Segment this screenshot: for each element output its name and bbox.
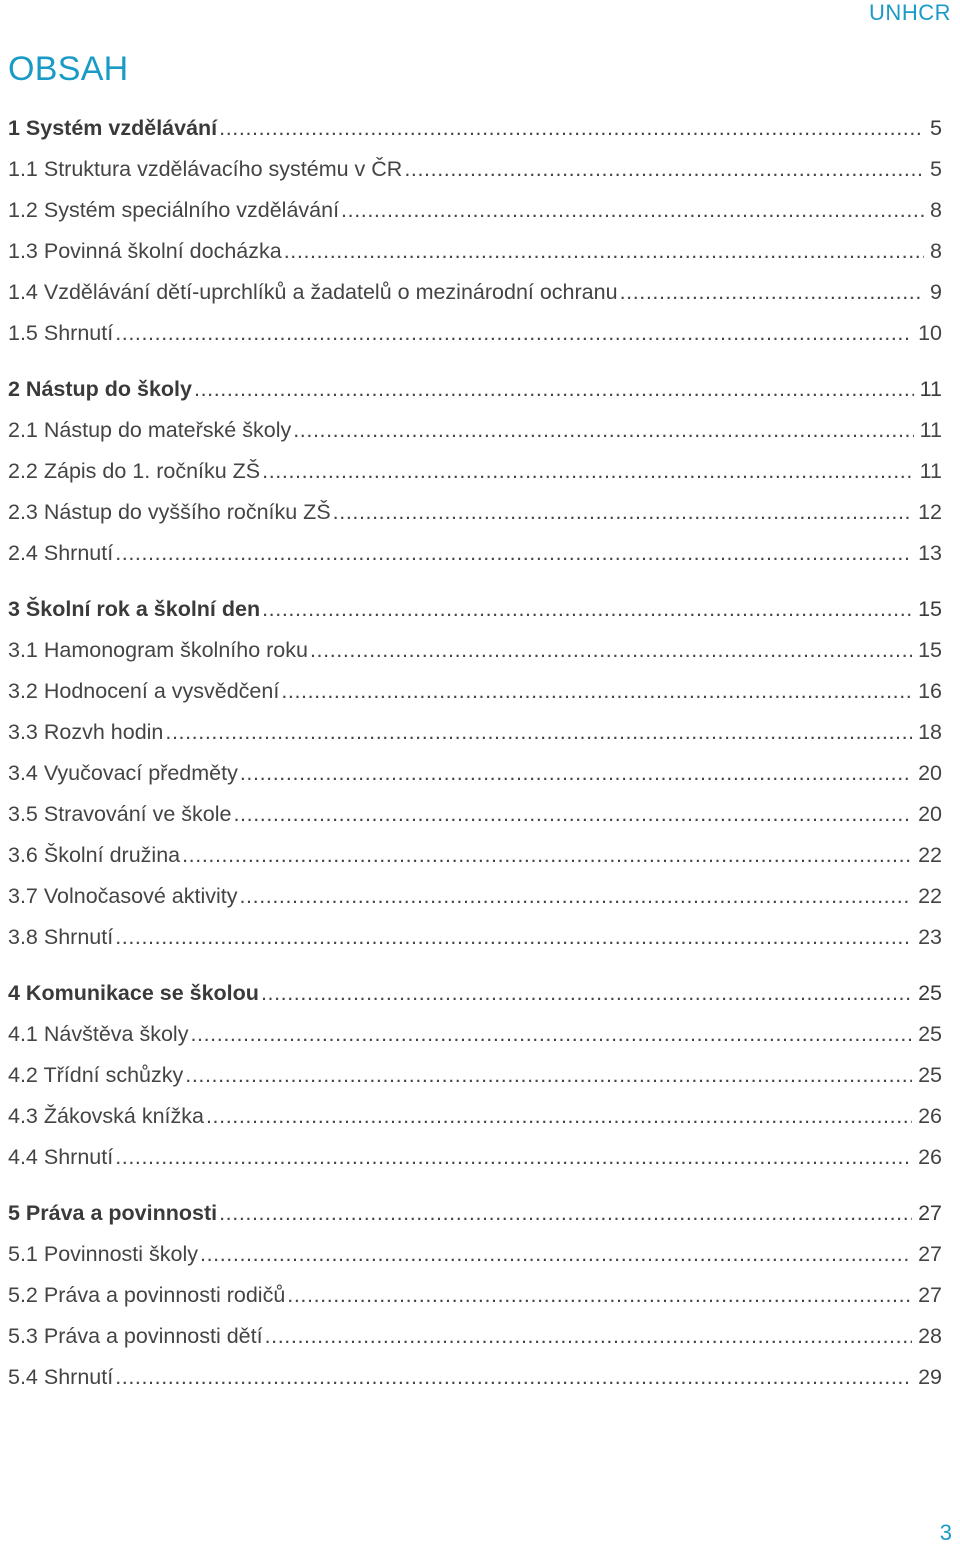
toc-title: OBSAH (8, 50, 129, 88)
toc-section-entry[interactable] (8, 451, 942, 492)
toc-section-entry[interactable] (8, 1357, 942, 1398)
toc-section-entry[interactable] (8, 671, 942, 712)
toc-dot-leader (339, 190, 924, 231)
toc-section-entry[interactable] (8, 410, 942, 451)
toc-dot-leader (282, 231, 924, 272)
toc-entry-page: 26 (918, 1104, 942, 1128)
toc-entry-page: 16 (918, 679, 942, 703)
toc-entry-title: 3 Školní rok a školní den (8, 597, 261, 621)
toc-dot-leader (279, 671, 912, 712)
toc-entry-title: 3.6 Školní družina (8, 843, 181, 867)
toc-entry-page: 15 (918, 597, 942, 621)
toc-entry-page: 22 (918, 843, 942, 867)
toc-dot-leader (263, 1316, 913, 1357)
toc-dot-leader (217, 1193, 912, 1234)
toc-entry-page: 15 (918, 638, 942, 662)
toc-dot-leader (238, 753, 912, 794)
toc-entry-title: 5.2 Práva a povinnosti rodičů (8, 1283, 286, 1307)
toc-dot-leader (237, 876, 912, 917)
toc-dot-leader (113, 917, 912, 958)
toc-section-entry[interactable] (8, 835, 942, 876)
toc-entry-page: 20 (918, 761, 942, 785)
toc-dot-leader (259, 973, 912, 1014)
toc-chapter-entry[interactable] (8, 973, 942, 1014)
toc-dot-leader (188, 1014, 912, 1055)
toc-entry-title: 4.4 Shrnutí (8, 1145, 114, 1169)
toc-entry-title: 1 Systém vzdělávání (8, 116, 218, 140)
toc-entry-title: 1.4 Vzdělávání dětí-uprchlíků a žadatelů o mezinárodní ochranu (8, 280, 618, 304)
toc-entry-title: 5 Práva a povinnosti (8, 1201, 218, 1225)
toc-section-entry[interactable] (8, 1014, 942, 1055)
toc-dot-leader (217, 108, 924, 149)
toc-entry-title: 3.7 Volnočasové aktivity (8, 884, 238, 908)
toc-section-entry[interactable] (8, 1055, 942, 1096)
toc-section-entry[interactable] (8, 712, 942, 753)
toc-entry-title: 3.5 Stravování ve škole (8, 802, 232, 826)
toc-entry-page: 26 (918, 1145, 942, 1169)
toc-entry-page: 23 (918, 925, 942, 949)
toc-chapter-entry[interactable] (8, 589, 942, 630)
toc-entry-title: 5.3 Práva a povinnosti dětí (8, 1324, 263, 1348)
toc-dot-leader (331, 492, 912, 533)
toc-entry-title: 3.2 Hodnocení a vysvědčení (8, 679, 280, 703)
toc-section-entry[interactable] (8, 313, 942, 354)
toc-dot-leader (113, 533, 912, 574)
toc-dot-leader (180, 835, 912, 876)
toc-entry-page: 29 (918, 1365, 942, 1389)
toc-dot-leader (204, 1096, 912, 1137)
toc-entry-title: 1.5 Shrnutí (8, 321, 114, 345)
toc-dot-leader (308, 630, 912, 671)
table-of-contents (8, 108, 942, 1398)
toc-entry-page: 25 (918, 981, 942, 1005)
toc-entry-page: 28 (918, 1324, 942, 1348)
toc-entry-title: 3.1 Hamonogram školního roku (8, 638, 308, 662)
toc-section-entry[interactable] (8, 917, 942, 958)
toc-dot-leader (113, 1357, 912, 1398)
toc-section-entry[interactable] (8, 1316, 942, 1357)
toc-entry-title: 2.3 Nástup do vyššího ročníku ZŠ (8, 500, 331, 524)
toc-chapter-entry[interactable] (8, 369, 942, 410)
toc-dot-leader (163, 712, 912, 753)
toc-section-entry[interactable] (8, 1234, 942, 1275)
toc-section-entry[interactable] (8, 1275, 942, 1316)
toc-entry-page: 9 (930, 280, 942, 304)
toc-entry-title: 4.1 Návštěva školy (8, 1022, 189, 1046)
toc-entry-page: 11 (919, 377, 942, 401)
toc-chapter-entry[interactable] (8, 108, 942, 149)
toc-entry-title: 3.8 Shrnutí (8, 925, 114, 949)
toc-dot-leader (231, 794, 912, 835)
toc-section-entry[interactable] (8, 149, 942, 190)
toc-section-entry[interactable] (8, 1096, 942, 1137)
toc-entry-page: 5 (930, 116, 942, 140)
toc-section-entry[interactable] (8, 533, 942, 574)
header-organization: UNHCR (869, 0, 951, 25)
toc-entry-title: 4.2 Třídní schůzky (8, 1063, 184, 1087)
toc-dot-leader (113, 1137, 912, 1178)
toc-dot-leader (183, 1055, 912, 1096)
toc-section-entry[interactable] (8, 231, 942, 272)
toc-entry-title: 3.4 Vyučovací předměty (8, 761, 238, 785)
toc-dot-leader (260, 589, 912, 630)
toc-dot-leader (291, 410, 913, 451)
toc-dot-leader (618, 272, 924, 313)
toc-dot-leader (192, 369, 914, 410)
toc-entry-title: 4 Komunikace se školou (8, 981, 259, 1005)
toc-entry-title: 2 Nástup do školy (8, 377, 192, 401)
toc-dot-leader (402, 149, 924, 190)
toc-entry-page: 8 (930, 198, 942, 222)
toc-section-entry[interactable] (8, 1137, 942, 1178)
toc-entry-page: 27 (918, 1242, 942, 1266)
toc-entry-title: 4.3 Žákovská knížka (8, 1104, 204, 1128)
toc-entry-title: 2.1 Nástup do mateřské školy (8, 418, 292, 442)
toc-entry-page: 27 (918, 1201, 942, 1225)
toc-entry-page: 11 (919, 418, 942, 442)
toc-entry-page: 25 (918, 1063, 942, 1087)
toc-entry-page: 13 (918, 541, 942, 565)
toc-section-entry[interactable] (8, 876, 942, 917)
toc-entry-page: 22 (918, 884, 942, 908)
toc-entry-page: 5 (930, 157, 942, 181)
toc-entry-page: 25 (918, 1022, 942, 1046)
toc-section-entry[interactable] (8, 630, 942, 671)
toc-section-entry[interactable] (8, 190, 942, 231)
toc-entry-title: 2.4 Shrnutí (8, 541, 114, 565)
toc-entry-title: 5.1 Povinnosti školy (8, 1242, 199, 1266)
toc-entry-page: 27 (918, 1283, 942, 1307)
toc-dot-leader (260, 451, 914, 492)
toc-section-entry[interactable] (8, 794, 942, 835)
page-number: 3 (939, 1520, 952, 1545)
toc-entry-title: 1.3 Povinná školní docházka (8, 239, 282, 263)
toc-dot-leader (285, 1275, 912, 1316)
toc-entry-title: 5.4 Shrnutí (8, 1365, 114, 1389)
toc-entry-title: 3.3 Rozvh hodin (8, 720, 164, 744)
toc-entry-page: 20 (918, 802, 942, 826)
toc-entry-page: 18 (918, 720, 942, 744)
toc-chapter-entry[interactable] (8, 1193, 942, 1234)
toc-entry-title: 1.1 Struktura vzdělávacího systému v ČR (8, 157, 403, 181)
toc-entry-title: 2.2 Zápis do 1. ročníku ZŠ (8, 459, 261, 483)
toc-entry-page: 12 (918, 500, 942, 524)
toc-section-entry[interactable] (8, 753, 942, 794)
toc-entry-title: 1.2 Systém speciálního vzdělávání (8, 198, 340, 222)
toc-section-entry[interactable] (8, 492, 942, 533)
toc-dot-leader (198, 1234, 912, 1275)
toc-entry-page: 10 (918, 321, 942, 345)
toc-entry-page: 8 (930, 239, 942, 263)
toc-dot-leader (113, 313, 912, 354)
toc-section-entry[interactable] (8, 272, 942, 313)
toc-entry-page: 11 (919, 459, 942, 483)
